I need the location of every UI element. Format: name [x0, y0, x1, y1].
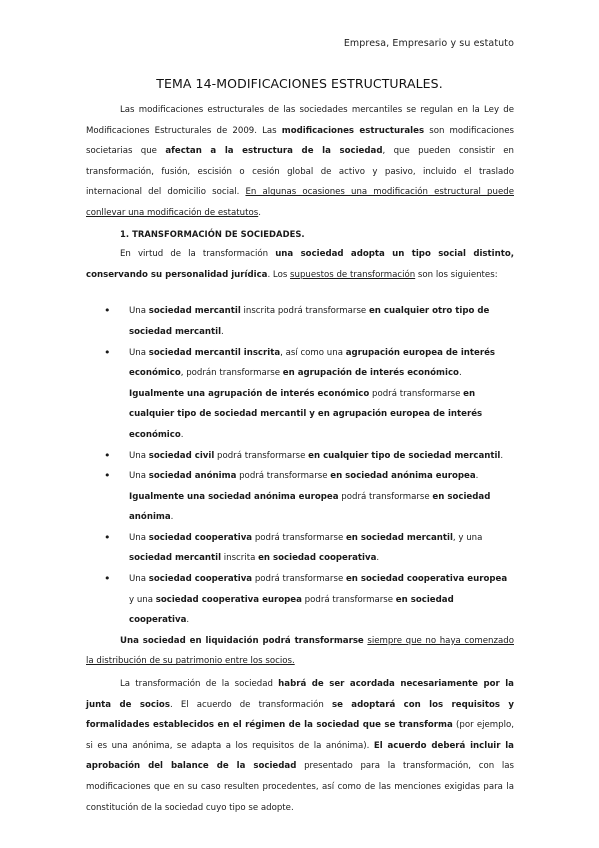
page-title: TEMA 14-MODIFICACIONES ESTRUCTURALES. — [156, 76, 443, 91]
text-run: y una — [129, 594, 156, 605]
text-run: En virtud de la transformación — [120, 249, 276, 260]
text-run: . — [180, 429, 184, 440]
bold-run: se adoptará con los requisitos y formalidades establecidos en el régimen de la sociedad que se transforma — [86, 699, 514, 731]
text-run: podrá transformarse — [369, 388, 464, 399]
text-run: , podrán transformarse — [180, 368, 283, 379]
bold-run: en cualquier tipo de sociedad mercantil — [308, 450, 501, 461]
text-run: podrá transformarse — [236, 471, 331, 482]
text-run: Una — [129, 574, 149, 585]
bold-run: modificaciones estructurales — [281, 125, 425, 136]
bullet-icon: • — [104, 469, 111, 483]
bold-run: en sociedad anónima — [129, 491, 491, 523]
bullet-icon: • — [104, 448, 111, 462]
underlined-run: siempre que no haya comenzado la distribución de su patrimonio entre los socios. — [86, 635, 514, 667]
bold-run: sociedad cooperativa — [148, 532, 253, 543]
bold-run: agrupación europea de interés económico — [129, 347, 496, 379]
bold-run: en sociedad cooperativa europea — [345, 574, 508, 585]
text-run: podrá transformarse — [252, 574, 346, 585]
text-run: son los siguientes: — [415, 269, 498, 280]
text-run: podrá transformarse — [301, 594, 396, 605]
bold-run: en sociedad cooperativa — [258, 553, 377, 564]
text-run: . — [186, 615, 190, 626]
agreement-paragraph — [86, 674, 514, 818]
list-item — [86, 528, 514, 569]
text-run: , y una — [452, 532, 483, 543]
bullet-list — [86, 301, 514, 631]
bold-run: en cualquier tipo de sociedad mercantil y en agrupación europea de interés económico — [129, 388, 483, 440]
bold-run: habrá de ser acordada necesariamente por la junta de socios — [86, 679, 514, 710]
text-run: , así como una — [280, 347, 346, 358]
definition-paragraph — [86, 244, 514, 285]
bold-run: sociedad civil — [148, 450, 215, 461]
bold-run: en cualquier otro tipo de sociedad mercantil — [129, 306, 490, 337]
underlined-run: supuestos de transformación — [290, 269, 416, 280]
text-run: . Los — [267, 269, 291, 280]
text-run: . — [376, 553, 380, 564]
bold-run: en agrupación de interés económico — [282, 368, 459, 379]
bold-run: en sociedad cooperativa — [129, 594, 454, 626]
text-run: . — [258, 207, 261, 218]
bold-run: Igualmente una sociedad anónima europea — [129, 491, 339, 502]
text-run: podrá transformarse — [214, 450, 309, 461]
text-run: presentado para la transformación, con las modificaciones que en su caso resulten procedentes, así como de las menciones exigidas para la constitución de la sociedad cuyo tipo se adopte. — [86, 761, 514, 813]
bold-run: sociedad cooperativa europea — [155, 594, 302, 605]
text-run: . El acuerdo de transformación — [169, 699, 332, 710]
text-run: . — [500, 450, 504, 461]
bold-run: Una sociedad en liquidación podrá transformarse — [120, 635, 364, 646]
text-run: podrá transformarse — [338, 491, 433, 502]
bold-run: sociedad mercantil — [148, 306, 241, 317]
bullet-icon: • — [104, 530, 111, 544]
underlined-run: En algunas ocasiones una modificación estructural puede conllevar una modificación de estatutos — [86, 187, 514, 218]
bold-run: Igualmente una agrupación de interés económico — [129, 388, 370, 399]
text-run: Una — [129, 532, 149, 543]
text-run: Una — [129, 347, 149, 358]
text-run: podrá transformarse — [252, 532, 346, 543]
bold-run: sociedad mercantil inscrita — [148, 347, 281, 358]
bold-run: afectan a la estructura de la sociedad — [165, 146, 383, 157]
list-item — [86, 301, 514, 342]
text-run: Una — [129, 450, 149, 461]
list-item — [86, 446, 514, 467]
document-body — [86, 100, 514, 818]
text-run: Una — [129, 306, 149, 317]
list-item — [86, 466, 514, 528]
bold-run: en sociedad anónima europea — [330, 471, 476, 482]
text-run: inscrita podrá transformarse — [240, 306, 369, 317]
bold-run: sociedad mercantil — [129, 553, 222, 564]
running-header: Empresa, Empresario y su estatuto — [343, 38, 514, 49]
bullet-icon: • — [104, 345, 111, 359]
text-run: son modificaciones societarias que — [86, 125, 514, 157]
intro-paragraph — [86, 100, 514, 224]
text-run: , que pueden consistir en transformación, fusión, escisión o cesión global de activo y pasivo, incluido el traslado internacional del domicilio social. — [86, 146, 514, 198]
bold-run: una sociedad adopta un tipo social distinto, conservando su personalidad jurídica — [86, 249, 515, 280]
text-run: . — [221, 326, 224, 337]
list-item — [86, 569, 514, 631]
text-run: . — [475, 471, 479, 482]
text-run: . — [458, 368, 462, 379]
text-run: Una — [129, 471, 149, 482]
bold-run: sociedad cooperativa — [148, 574, 253, 585]
text-run: La transformación de la sociedad — [120, 679, 279, 690]
text-run: Las modificaciones estructurales de las sociedades mercantiles se regulan en la Ley de Modificaciones Estructurales de 2009. Las — [86, 105, 514, 136]
bold-run: en sociedad mercantil — [345, 532, 453, 543]
bold-run: sociedad anónima — [148, 471, 237, 482]
liquidation-paragraph — [86, 631, 514, 672]
text-run: inscrita — [221, 553, 259, 564]
bold-run: El acuerdo deberá incluir la aprobación del balance de la sociedad — [86, 740, 514, 772]
text-run: (por ejemplo, si es una anónima, se adapta a los requisitos de la anónima). — [86, 720, 514, 751]
section-heading: 1. TRANSFORMACIÓN DE SOCIEDADES. — [120, 228, 305, 239]
bullet-icon: • — [104, 572, 111, 586]
list-item — [86, 343, 514, 446]
bullet-icon: • — [104, 304, 111, 318]
text-run: . — [170, 512, 174, 523]
